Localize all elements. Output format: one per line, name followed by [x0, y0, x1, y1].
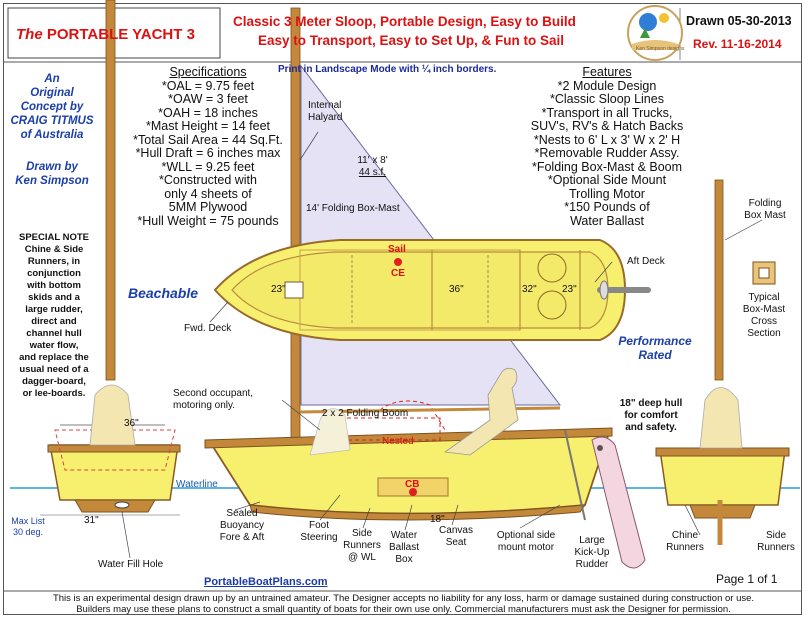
runners-wl-line: @ WL	[348, 552, 376, 563]
runners-wl-line: Runners	[343, 540, 381, 551]
disclaimer-line-2: Builders may use these plans to construct a small quantity of boats for their own use only. Commercial manufacturers must ask the Designer for permission.	[76, 604, 731, 615]
buoyancy-line: Sealed	[226, 508, 258, 519]
special-note-line: water flow,	[29, 340, 79, 351]
section-line: Box-Mast	[742, 304, 786, 315]
folding-box-mast-14-label: 14' Folding Box-Mast	[306, 203, 400, 214]
page-number: Page 1 of 1	[716, 572, 778, 586]
feature-line: *Transport in all Trucks,	[541, 105, 673, 120]
feature-line: Water Ballast	[570, 213, 644, 228]
water-fill-hole-label: Water Fill Hole	[98, 559, 164, 570]
canvas-seat-line: Canvas	[439, 525, 473, 536]
side-motor-line: mount motor	[497, 542, 555, 553]
spec-line: *Hull Draft = 6 inches max	[135, 146, 281, 160]
feature-line: *150 Pounds of	[564, 200, 650, 214]
special-note	[4, 232, 104, 400]
special-note-line: Chine & Side	[24, 244, 84, 255]
sail-area-label: 44 s.f.	[358, 167, 387, 178]
drawn-date: Drawn 05-30-2013	[686, 14, 792, 28]
dim-31: 31"	[84, 515, 99, 526]
ce-label: CE	[391, 268, 405, 279]
section-line: Typical	[748, 292, 780, 303]
halyard-line: Halyard	[308, 112, 343, 123]
feature-line: Trolling Motor	[569, 186, 645, 201]
max-list-line: Max List	[11, 516, 45, 526]
specifications-block	[120, 66, 296, 228]
special-note-line: large rudder,	[25, 304, 83, 315]
revision-date: Rev. 11-16-2014	[693, 37, 782, 51]
folding-box-mast-line: Box Mast	[744, 210, 786, 221]
special-note-line: Runners, in	[27, 256, 81, 267]
logo-text: Ken Simpson designs	[636, 46, 685, 52]
mast-left	[106, 0, 115, 380]
buoyancy-line: Buoyancy	[220, 520, 264, 531]
feature-line: *Nests to 6' L x 3' W x 2' H	[533, 132, 681, 147]
spec-line: 5MM Plywood	[168, 200, 248, 214]
dim-36-front: 36"	[124, 418, 139, 429]
deep-hull-line: 18" deep hull	[619, 398, 683, 409]
rudder-line: Kick-Up	[574, 547, 610, 558]
chine-runners-line: Runners	[666, 542, 704, 553]
kickup-rudder-label	[566, 535, 618, 571]
nested-label: Nested	[382, 436, 414, 447]
side-runners-line: Runners	[757, 542, 795, 553]
chine-runners-label	[660, 530, 710, 554]
special-note-line: and replace the	[19, 352, 89, 363]
disclaimer-line-1: This is an experimental design drawn up by an untrained amateur. The Designer accepts no liability for any loss, harm or damage sustained during construction or use.	[52, 593, 755, 604]
ballast-line: Ballast	[388, 542, 419, 553]
special-note-line: direct and	[31, 316, 77, 327]
sail-ce-label: Sail	[388, 244, 406, 255]
spec-line: *OAL = 9.75 feet	[161, 78, 255, 93]
foot-steering-label	[294, 520, 344, 544]
rudder-line: Large	[579, 535, 605, 546]
second-occupant-line: Second occupant,	[173, 388, 254, 399]
folding-box-mast-line: Folding	[748, 198, 782, 209]
spec-line: only 4 sheets of	[164, 186, 252, 201]
title-name: PORTABLE YACHT 3	[46, 26, 195, 43]
side-motor-label	[486, 530, 566, 554]
features-block	[512, 66, 702, 228]
side-runners-wl-label	[340, 528, 384, 564]
special-note-line: dagger-board,	[22, 376, 86, 387]
features-heading: Features	[582, 65, 632, 79]
headline-1: Classic 3 Meter Sloop, Portable Design, Easy to Build	[233, 14, 576, 29]
boom-label: 2 x 2 Folding Boom	[322, 408, 409, 419]
spec-line: *Mast Height = 14 feet	[145, 119, 271, 133]
max-list-label	[8, 516, 48, 538]
halyard-line: Internal	[308, 100, 342, 111]
second-occupant-label	[173, 388, 253, 412]
sail-dimensions: 11' x 8'	[357, 155, 388, 166]
side-runners-label	[752, 530, 800, 554]
water-ballast-box-label	[382, 530, 426, 566]
section-line: Cross	[750, 316, 778, 327]
feature-line: *Removable Rudder Assy.	[534, 146, 680, 160]
folding-box-mast-label	[735, 198, 795, 222]
performance-label	[605, 334, 705, 362]
deep-hull-line: and safety.	[625, 422, 677, 433]
box-mast-section-label	[733, 292, 795, 340]
dim-36-plan: 36"	[449, 284, 464, 295]
side-runners-line: Side	[765, 530, 786, 541]
mast-right	[715, 180, 723, 380]
side-motor-line: Optional side	[496, 530, 556, 541]
special-note-line: conjunction	[27, 268, 81, 279]
drawn-by-line: Drawn by	[26, 161, 78, 173]
dim-23-fwd: 23"	[271, 284, 286, 295]
runners-wl-line: Side	[351, 528, 372, 539]
sealed-buoyancy-label	[212, 508, 272, 544]
title-the: The	[16, 26, 43, 43]
spec-line: *WLL = 9.25 feet	[161, 159, 255, 174]
feature-line: SUV's, RV's & Hatch Backs	[530, 119, 684, 133]
spec-line: *OAH = 18 inches	[158, 105, 258, 120]
aft-deck-label: Aft Deck	[627, 256, 665, 267]
box-mast-section-icon	[753, 262, 775, 284]
waterline-label: Waterline	[176, 479, 218, 490]
website-link[interactable]: PortableBoatPlans.com	[204, 576, 328, 588]
spec-line: *OAW = 3 feet	[168, 92, 248, 106]
foot-steering-line: Foot	[308, 520, 329, 531]
spec-line: *Constructed with	[159, 173, 257, 187]
specifications-heading: Specifications	[169, 65, 247, 79]
section-line: Section	[747, 328, 781, 339]
concept-line: of Australia	[20, 129, 84, 141]
dim-23-aft: 23"	[562, 284, 577, 295]
drawn-by-credit	[4, 160, 100, 188]
rudder-line: Rudder	[575, 559, 609, 570]
print-note: Print in Landscape Mode with ¼ inch borders.	[278, 64, 497, 75]
dim-32: 32"	[522, 284, 537, 295]
spec-line: *Hull Weight = 75 pounds	[137, 213, 279, 228]
special-note-line: or lee-boards.	[22, 388, 86, 399]
deep-hull-label	[606, 398, 696, 434]
special-note-line: channel hull	[26, 328, 82, 339]
special-note-line: with bottom	[27, 280, 81, 291]
feature-line: *Optional Side Mount	[547, 173, 667, 187]
ballast-line: Water	[390, 530, 418, 541]
foot-steering-line: Steering	[300, 532, 338, 543]
concept-line: Original	[30, 87, 74, 99]
internal-halyard-label	[308, 100, 342, 124]
canvas-seat-line: Seat	[445, 537, 467, 548]
yacht-name	[16, 26, 195, 43]
special-note-line: skids and a	[28, 292, 80, 303]
feature-line: *2 Module Design	[557, 78, 657, 93]
max-list-line: 30 deg.	[12, 527, 44, 537]
special-note-line: SPECIAL NOTE	[18, 232, 90, 243]
performance-line: Rated	[638, 348, 672, 362]
headline-2: Easy to Transport, Easy to Set Up, & Fun to Sail	[258, 33, 565, 48]
ballast-line: Box	[395, 554, 413, 565]
canvas-seat-label	[434, 525, 478, 549]
cb-label: CB	[405, 479, 420, 490]
feature-line: *Classic Sloop Lines	[550, 92, 664, 106]
chine-runners-line: Chine	[671, 530, 699, 541]
buoyancy-line: Fore & Aft	[219, 532, 265, 543]
dim-18: 18"	[430, 514, 445, 525]
deep-hull-line: for comfort	[624, 410, 678, 421]
performance-line: Performance	[618, 334, 692, 348]
drawn-by-line: Ken Simpson	[15, 175, 89, 187]
beachable-label: Beachable	[128, 285, 199, 301]
fwd-deck-label: Fwd. Deck	[184, 323, 232, 334]
special-note-line: usual need of a	[19, 364, 89, 375]
concept-credit	[4, 72, 100, 142]
concept-line: An	[44, 73, 60, 85]
feature-line: *Folding Box-Mast & Boom	[531, 159, 683, 174]
second-occupant-line: motoring only.	[173, 400, 236, 411]
front-view-hull	[40, 385, 180, 515]
concept-line: Concept by	[20, 101, 84, 113]
concept-line: CRAIG TITMUS	[10, 115, 94, 127]
spec-line: *Total Sail Area = 44 Sq.Ft.	[133, 132, 283, 147]
